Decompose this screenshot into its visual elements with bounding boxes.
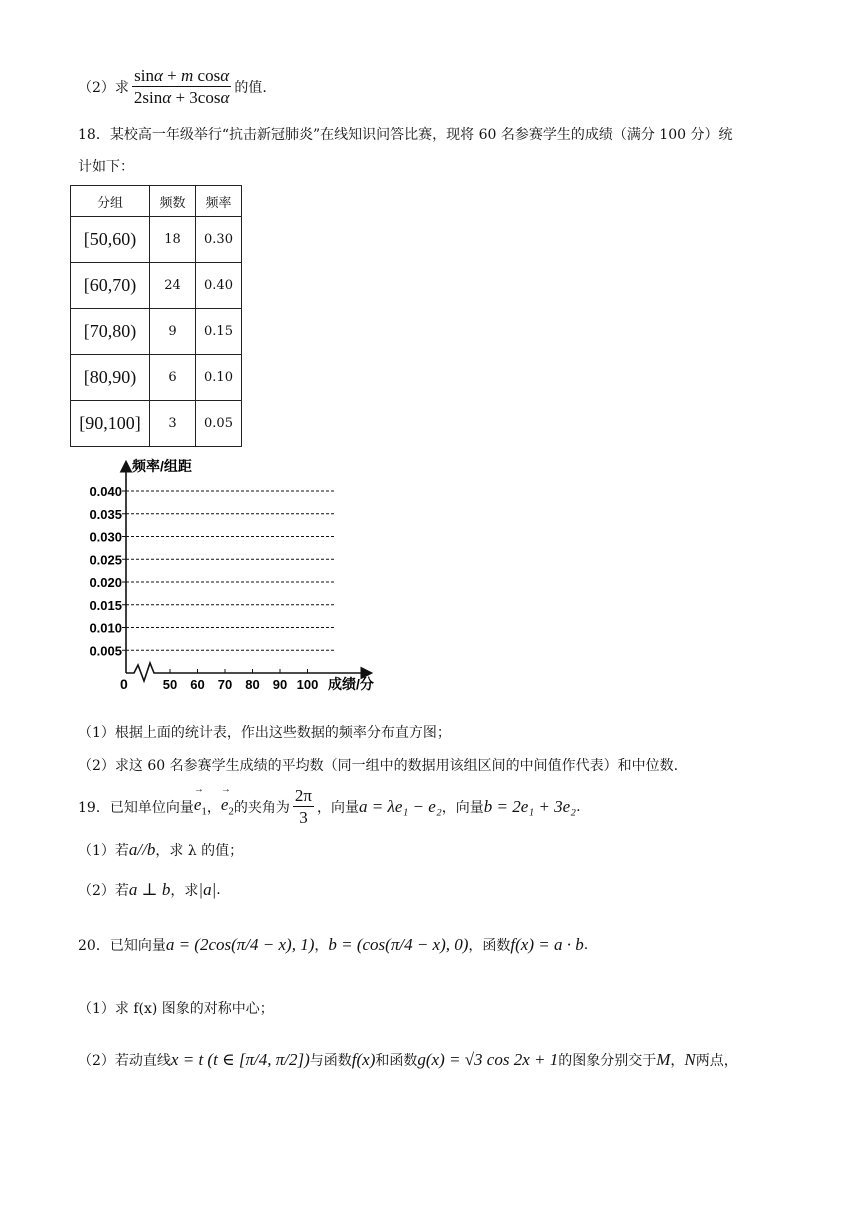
table-cell-group: [60,70) [71,263,150,309]
q19-vec-b-text: ，向量 [441,799,484,816]
q17-frac-numerator: sinα + m cosα [134,66,230,85]
table-row [71,263,242,309]
q20-part2-g: g(x) = √3 cos 2x + 1 [417,1050,559,1069]
table-cell-freq: 0.10 [196,355,242,401]
origin-label: 0 [120,676,128,692]
q19-part1-suffix: ，求 λ 的值； [155,843,244,859]
q17-part2-suffix: 的值. [234,79,267,96]
q20-part2-N: N [684,1050,696,1069]
y-tick-label: 0.040 [89,484,122,499]
q19-part2-prefix: （2）若 [78,883,129,899]
q20-func-text: ，函数 [468,938,511,954]
table-cell-freq: 0.15 [196,309,242,355]
q19-vec-a-def: a = λe₁ − e₂ [359,796,442,816]
y-tick-label: 0.030 [89,529,122,545]
q17-frac-denominator: 2sinα + 3cosα [133,88,230,107]
histogram-axes-chart [70,455,400,695]
q20-vec-a: a = (2cos(π/4 − x), 1) [165,935,315,954]
q19-stem-prefix: 19．已知单位向量 [78,799,194,816]
y-tick-label: 0.020 [89,575,122,590]
q19-part1-prefix: （1）若 [78,843,129,859]
q19-part2-cond: a ⊥ b [128,880,171,899]
q18-stem-line2: 计如下： [78,159,134,175]
unit-vector-e2: → $e_2$ [221,795,234,817]
x-tick-label: 80 [245,677,260,692]
q19-vec-b-def: b = 2e₁ + 3e₂ [483,796,577,816]
q18-part2: （2）求这 60 名参赛学生成绩的平均数（同一组中的数据用该组区间的中间值作代表）和中位数. [78,758,679,774]
q19-comma: ， [206,799,221,816]
q20-part2-and: 和函数 [375,1053,418,1069]
table-header-group: 分组 [71,186,150,217]
table-cell-count: 6 [150,355,196,401]
q20-part2-end: 两点， [695,1053,738,1069]
y-axis-label: 频率/组距 [132,458,192,474]
q20-part2-mid: 与函数 [309,1053,352,1069]
q20-stem [78,935,588,955]
unit-vector-e1: → $e_1$ [194,795,207,817]
q19-part2 [78,880,221,900]
q20-part2-f: f(x) [351,1050,376,1069]
q19-part1 [78,840,243,860]
table-cell-freq: 0.40 [196,263,242,309]
x-tick-label: 70 [217,677,233,692]
q20-part2: （2）若动直线 x = t (t ∈ [π/4, π/2]) 与函数 f(x) 和函数 g(x) = √3 cos 2x + 1 的图象分别交于 M ， N 两点， [78,1050,738,1069]
y-tick-label: 0.005 [89,643,122,659]
table-row [71,309,242,355]
x-tick-label: 60 [190,677,205,692]
q17-part2-prefix: （2）求 [78,79,129,96]
table-row [71,217,242,263]
table-row [71,401,242,447]
q19-angle-text: 的夹角为 [233,799,290,816]
q19-part2-target: |a| [198,880,217,899]
table-cell-count: 18 [150,217,196,263]
table-cell-group: [70,80) [71,309,150,355]
table-cell-group: [80,90) [71,355,150,401]
q20-part2-prefix: （2）若动直线 [78,1053,171,1069]
q18-stem-line1: 18．某校高一年级举行“抗击新冠肺炎”在线知识问答比赛，现将 60 名参赛学生的成绩（满分 100 分）统 [78,127,733,143]
frequency-table [70,185,242,447]
q19-angle-den: 3 [299,808,308,827]
x-tick-label: 100 [296,677,319,692]
y-tick-label: 0.010 [89,620,122,636]
q20-part2-suffix: 的图象分别交于 [558,1053,657,1069]
q20-part1: （1）求 f(x) 图象的对称中心； [78,1001,274,1017]
table-cell-count: 9 [150,309,196,355]
q18-part1: （1）根据上面的统计表，作出这些数据的频率分布直方图； [78,725,451,741]
x-axis-label: 成绩/分 [328,676,374,692]
y-tick-label: 0.015 [89,597,122,613]
table-header-row [71,186,242,217]
y-tick-label: 0.025 [89,552,122,568]
q17-fraction [132,66,231,107]
table-cell-group: [50,60) [71,217,150,263]
q20-vec-b: b = (cos(π/4 − x), 0) [328,935,469,954]
q20-part2-line: x = t (t ∈ [π/4, π/2]) [170,1050,310,1069]
q17-part2 [78,66,267,107]
table-cell-freq: 0.30 [196,217,242,263]
q20-sep: ， [314,938,329,954]
q19-stem [78,786,581,827]
q19-part2-mid: ，求 [170,883,199,899]
q20-stem-prefix: 20．已知向量 [78,938,166,954]
q19-vec-a-text: ，向量 [317,799,360,816]
x-tick-label: 90 [272,677,288,692]
q19-part1-cond: a//b [128,840,156,859]
table-cell-freq: 0.05 [196,401,242,447]
y-tick-label: 0.035 [89,506,122,522]
table-cell-count: 3 [150,401,196,447]
table-cell-count: 24 [150,263,196,309]
x-tick-label: 50 [162,677,178,692]
q20-end: . [583,937,589,953]
table-cell-group: [90,100] [71,401,150,447]
q19-part2-end: . [216,882,221,898]
q19-angle-num: 2π [294,786,313,805]
table-row [71,355,242,401]
q20-part2-M: M [656,1050,671,1069]
q20-func-def: f(x) = a · b [510,935,584,954]
q19-end: . [576,798,581,815]
q19-angle-fraction [293,786,314,827]
table-header-count: 频数 [150,186,196,217]
table-header-freq: 频率 [196,186,242,217]
